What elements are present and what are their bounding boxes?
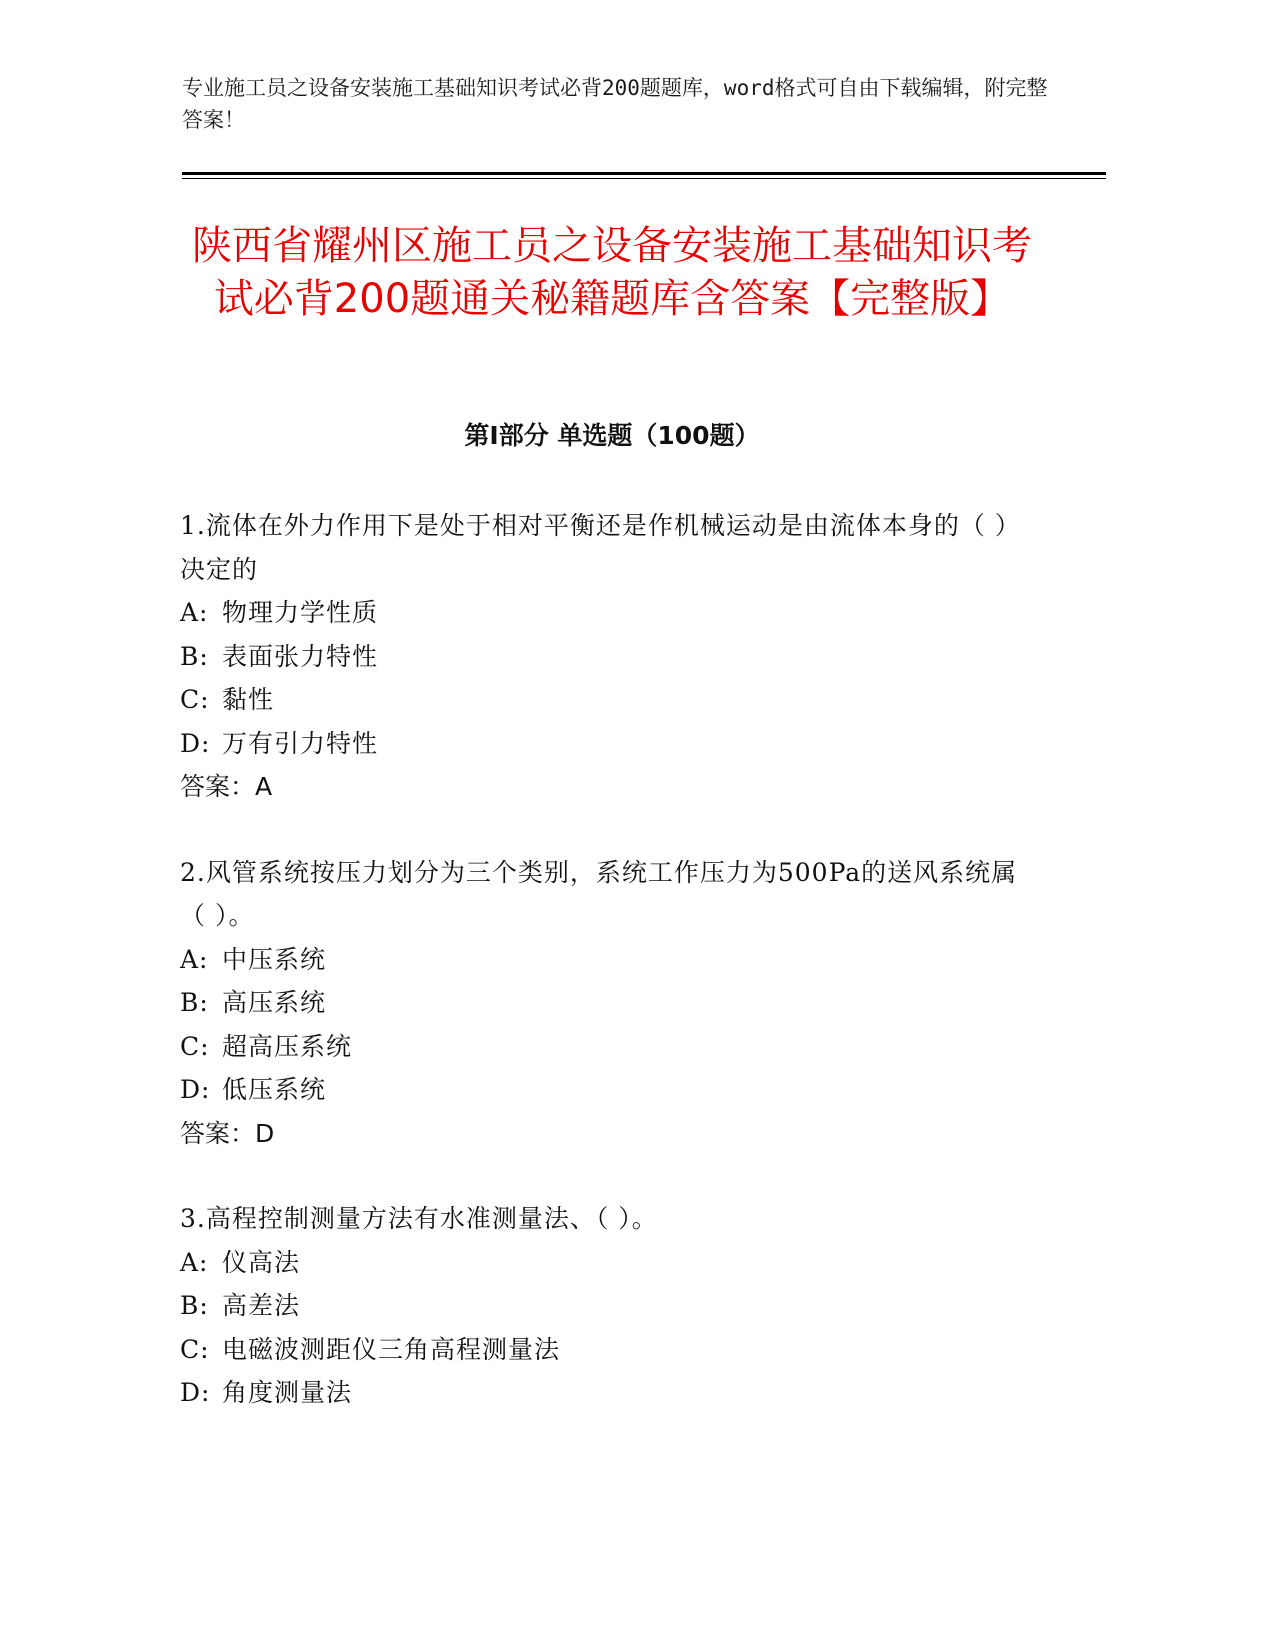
- option-c: [180, 1328, 1040, 1372]
- option-text: 黏性: [222, 685, 275, 714]
- option-a: [180, 591, 1040, 635]
- header-note: 专业施工员之设备安装施工基础知识考试必背200题题库，word格式可自由下载编辑，附完整答案！: [182, 76, 1048, 132]
- option-letter: C:: [180, 1334, 210, 1364]
- document-title: 陕西省耀州区施工员之设备安装施工基础知识考试必背200题通关秘籍题库含答案【完整版】: [192, 223, 1032, 322]
- answer-line: 答案：D: [180, 1118, 275, 1148]
- option-letter: A:: [180, 598, 209, 627]
- option-letter: A:: [180, 944, 209, 974]
- header-rule-thin: [182, 178, 1106, 179]
- question-stem: 3.高程控制测量方法有水准测量法、（ ）。: [180, 1204, 658, 1233]
- question-stem: 1.流体在外力作用下是处于相对平衡还是作机械运动是由流体本身的（ ）决定的: [180, 511, 1021, 584]
- option-text: 高差法: [222, 1291, 301, 1320]
- option-text: 电磁波测距仪三角高程测量法: [222, 1334, 561, 1364]
- option-letter: B:: [180, 988, 209, 1017]
- option-letter: D:: [180, 1075, 211, 1104]
- option-letter: B:: [180, 641, 209, 671]
- option-c: [180, 1025, 1040, 1069]
- option-c: [180, 678, 1040, 722]
- option-text: 中压系统: [222, 944, 327, 974]
- option-letter: D:: [180, 1378, 211, 1407]
- option-letter: C:: [180, 685, 210, 714]
- option-d: [180, 1371, 1040, 1415]
- option-b: [180, 1284, 1040, 1328]
- question-list: [180, 504, 1040, 1457]
- option-text: 物理力学性质: [222, 598, 379, 627]
- question-2: [180, 851, 1040, 1156]
- question-1: [180, 504, 1040, 809]
- option-text: 角度测量法: [222, 1378, 353, 1407]
- option-text: 表面张力特性: [222, 641, 379, 671]
- answer-line: 答案：A: [180, 772, 273, 801]
- option-letter: B:: [180, 1291, 209, 1320]
- question-3: [180, 1197, 1040, 1415]
- option-letter: C:: [180, 1031, 210, 1061]
- option-b: [180, 635, 1040, 679]
- option-d: [180, 722, 1040, 766]
- header-rule-thick: [182, 172, 1106, 175]
- option-letter: D:: [180, 728, 211, 758]
- option-text: 仪高法: [222, 1247, 301, 1277]
- option-b: [180, 981, 1040, 1025]
- section-heading: 第Ⅰ部分 单选题（100题）: [464, 421, 760, 450]
- option-d: [180, 1068, 1040, 1112]
- option-letter: A:: [180, 1247, 209, 1277]
- option-text: 超高压系统: [222, 1031, 353, 1061]
- option-a: [180, 938, 1040, 982]
- option-a: [180, 1241, 1040, 1285]
- question-stem: 2.风管系统按压力划分为三个类别，系统工作压力为500Pa的送风系统属（ ）。: [180, 857, 1018, 930]
- option-text: 高压系统: [222, 988, 327, 1017]
- option-text: 万有引力特性: [222, 728, 379, 758]
- option-text: 低压系统: [222, 1075, 327, 1104]
